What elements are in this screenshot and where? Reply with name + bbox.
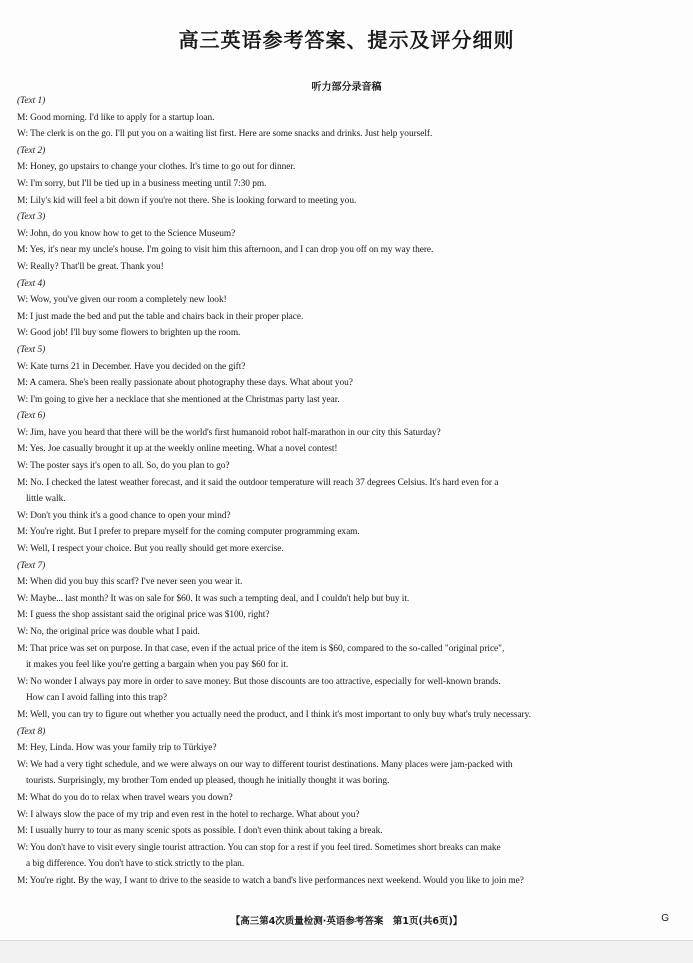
dialogue-continuation: How can I avoid falling into this trap?	[26, 693, 167, 704]
dialogue-line	[17, 757, 677, 790]
dialogue-line	[17, 126, 677, 143]
dialogue-line	[17, 674, 677, 707]
dialogue-text: W: The poster says it's open to all. So, do you plan to go?	[17, 461, 230, 472]
dialogue-line	[17, 425, 677, 442]
dialogue-text: M: Honey, go upstairs to change your clothes. It's time to go out for dinner.	[17, 162, 296, 173]
dialogue-text: M: I just made the bed and put the table and chairs back in their proper place.	[17, 311, 304, 322]
dialogue-text: W: No, the original price was double what I paid.	[17, 627, 200, 637]
section-title: 听力部分录音稿	[311, 82, 382, 93]
dialogue-text: M: Good morning. I'd like to apply for a startup loan.	[17, 112, 215, 123]
dialogue-text: M: You're right. By the way, I want to drive to the seaside to watch a band's live performances next weekend. Would you like to join me?	[17, 875, 524, 886]
dialogue-line	[17, 475, 677, 508]
dialogue-line	[17, 292, 677, 309]
text-section-label	[17, 724, 677, 741]
dialogue-text: W: You don't have to visit every single tourist attraction. You can stop for a rest if you feel tired. Sometimes short breaks can make	[17, 842, 501, 853]
dialogue-text: (Text 4)	[17, 278, 46, 289]
dialogue-text: (Text 8)	[17, 726, 46, 737]
dialogue-line	[17, 159, 677, 176]
dialogue-text: (Text 6)	[17, 411, 46, 422]
dialogue-text: M: Yes. Joe casually brought it up at the weekly online meeting. What a novel contest!	[17, 444, 338, 455]
text-section-label	[17, 276, 677, 293]
dialogue-text: (Text 1)	[17, 96, 46, 106]
dialogue-text: M: I guess the shop assistant said the original price was $100, right?	[17, 610, 270, 621]
footer-code: G	[661, 913, 669, 924]
dialogue-text: W: John, do you know how to get to the Science Museum?	[17, 228, 236, 239]
dialogue-text: M: Hey, Linda. How was your family trip to Türkiye?	[17, 743, 217, 754]
dialogue-line	[17, 707, 677, 724]
dialogue-text: M: No. I checked the latest weather forecast, and it said the outdoor temperature will reach 37 degrees Celsius. It's hard even for a	[17, 477, 499, 488]
dialogue-line	[17, 541, 677, 558]
page-footer: 【高三第4次质量检测·英语参考答案 第1页(共6页)】	[230, 916, 463, 927]
dialogue-text: M: You're right. But I prefer to prepare myself for the coming computer programming exam.	[17, 527, 360, 538]
dialogue-text: (Text 5)	[17, 344, 46, 355]
text-section-label	[17, 143, 677, 160]
dialogue-line	[17, 458, 677, 475]
dialogue-text: W: I'm sorry, but I'll be tied up in a business meeting until 7:30 pm.	[17, 178, 267, 189]
dialogue-text: (Text 7)	[17, 560, 46, 571]
dialogue-line	[17, 624, 677, 641]
dialogue-text: W: Really? That'll be great. Thank you!	[17, 261, 164, 272]
dialogue-line	[17, 740, 677, 757]
transcript-list	[17, 93, 677, 890]
dialogue-text: W: Wow, you've given our room a completely new look!	[17, 295, 227, 306]
dialogue-text: W: Maybe... last month? It was on sale for $60. It was such a tempting deal, and I couldn't help but buy it.	[17, 593, 410, 604]
dialogue-line	[17, 259, 677, 276]
dialogue-line	[17, 591, 677, 608]
text-section-label	[17, 342, 677, 359]
dialogue-line	[17, 176, 677, 193]
dialogue-line	[17, 790, 677, 807]
dialogue-text: W: Don't you think it's a good chance to open your mind?	[17, 510, 231, 521]
dialogue-continuation: little walk.	[26, 494, 66, 505]
dialogue-line	[17, 574, 677, 591]
dialogue-line	[17, 840, 677, 873]
dialogue-line	[17, 193, 677, 210]
page-bottom-edge	[0, 940, 693, 963]
text-section-label	[17, 93, 677, 110]
dialogue-line	[17, 508, 677, 525]
dialogue-text: M: A camera. She's been really passionate about photography these days. What about you?	[17, 378, 353, 389]
dialogue-text: W: Well, I respect your choice. But you really should get more exercise.	[17, 544, 284, 555]
document-title: 高三英语参考答案、提示及评分细则	[178, 28, 515, 52]
dialogue-text: M: I usually hurry to tour as many scenic spots as possible. I don't even think about taking a break.	[17, 826, 383, 837]
dialogue-text: W: Jim, have you heard that there will be the world's first humanoid robot half-marathon in our city this Saturday?	[17, 427, 441, 438]
dialogue-text: W: The clerk is on the go. I'll put you on a waiting list first. Here are some snacks and drinks. Just help yourself.	[17, 129, 433, 140]
dialogue-text: W: Good job! I'll buy some flowers to brighten up the room.	[17, 328, 241, 339]
dialogue-text: W: No wonder I always pay more in order to save money. But those discounts are too attractive, especially for well-known brands.	[17, 676, 501, 687]
dialogue-line	[17, 242, 677, 259]
dialogue-text: M: Yes, it's near my uncle's house. I'm going to visit him this afternoon, and I can drop you off on my way there.	[17, 245, 434, 256]
dialogue-text: M: Well, you can try to figure out whether you actually need the product, and I think it's most important to only buy what's truly necessary.	[17, 709, 531, 720]
text-section-label	[17, 558, 677, 575]
dialogue-line	[17, 641, 677, 674]
dialogue-text: M: Lily's kid will feel a bit down if you're not there. She is looking forward to meeting you.	[17, 195, 357, 206]
dialogue-line	[17, 226, 677, 243]
dialogue-text: M: That price was set on purpose. In that case, even if the actual price of the item is $60, compared to the so-called "original price",	[17, 643, 505, 654]
dialogue-line	[17, 873, 677, 890]
dialogue-text: W: Kate turns 21 in December. Have you decided on the gift?	[17, 361, 246, 372]
dialogue-line	[17, 359, 677, 376]
dialogue-line	[17, 309, 677, 326]
dialogue-line	[17, 524, 677, 541]
dialogue-continuation: tourists. Surprisingly, my brother Tom ended up pleased, though he initially thought it was boring.	[26, 776, 390, 787]
dialogue-continuation: it makes you feel like you're getting a bargain when you pay $60 for it.	[26, 660, 289, 671]
dialogue-line	[17, 325, 677, 342]
dialogue-text: M: What do you do to relax when travel wears you down?	[17, 792, 233, 803]
dialogue-text: W: We had a very tight schedule, and we were always on our way to different tourist destinations. Many places were jam-packed with	[17, 759, 513, 770]
dialogue-line	[17, 110, 677, 127]
dialogue-text: W: I'm going to give her a necklace that she mentioned at the Christmas party last year.	[17, 394, 340, 405]
dialogue-continuation: a big difference. You don't have to stick strictly to the plan.	[26, 859, 245, 870]
dialogue-line	[17, 807, 677, 824]
dialogue-line	[17, 607, 677, 624]
dialogue-text: (Text 2)	[17, 145, 46, 156]
text-section-label	[17, 209, 677, 226]
dialogue-text: W: I always slow the pace of my trip and even rest in the hotel to recharge. What about you?	[17, 809, 360, 820]
dialogue-line	[17, 375, 677, 392]
dialogue-line	[17, 392, 677, 409]
dialogue-text: M: When did you buy this scarf? I've never seen you wear it.	[17, 577, 243, 588]
dialogue-line	[17, 823, 677, 840]
dialogue-text: (Text 3)	[17, 212, 46, 223]
dialogue-line	[17, 441, 677, 458]
text-section-label	[17, 408, 677, 425]
